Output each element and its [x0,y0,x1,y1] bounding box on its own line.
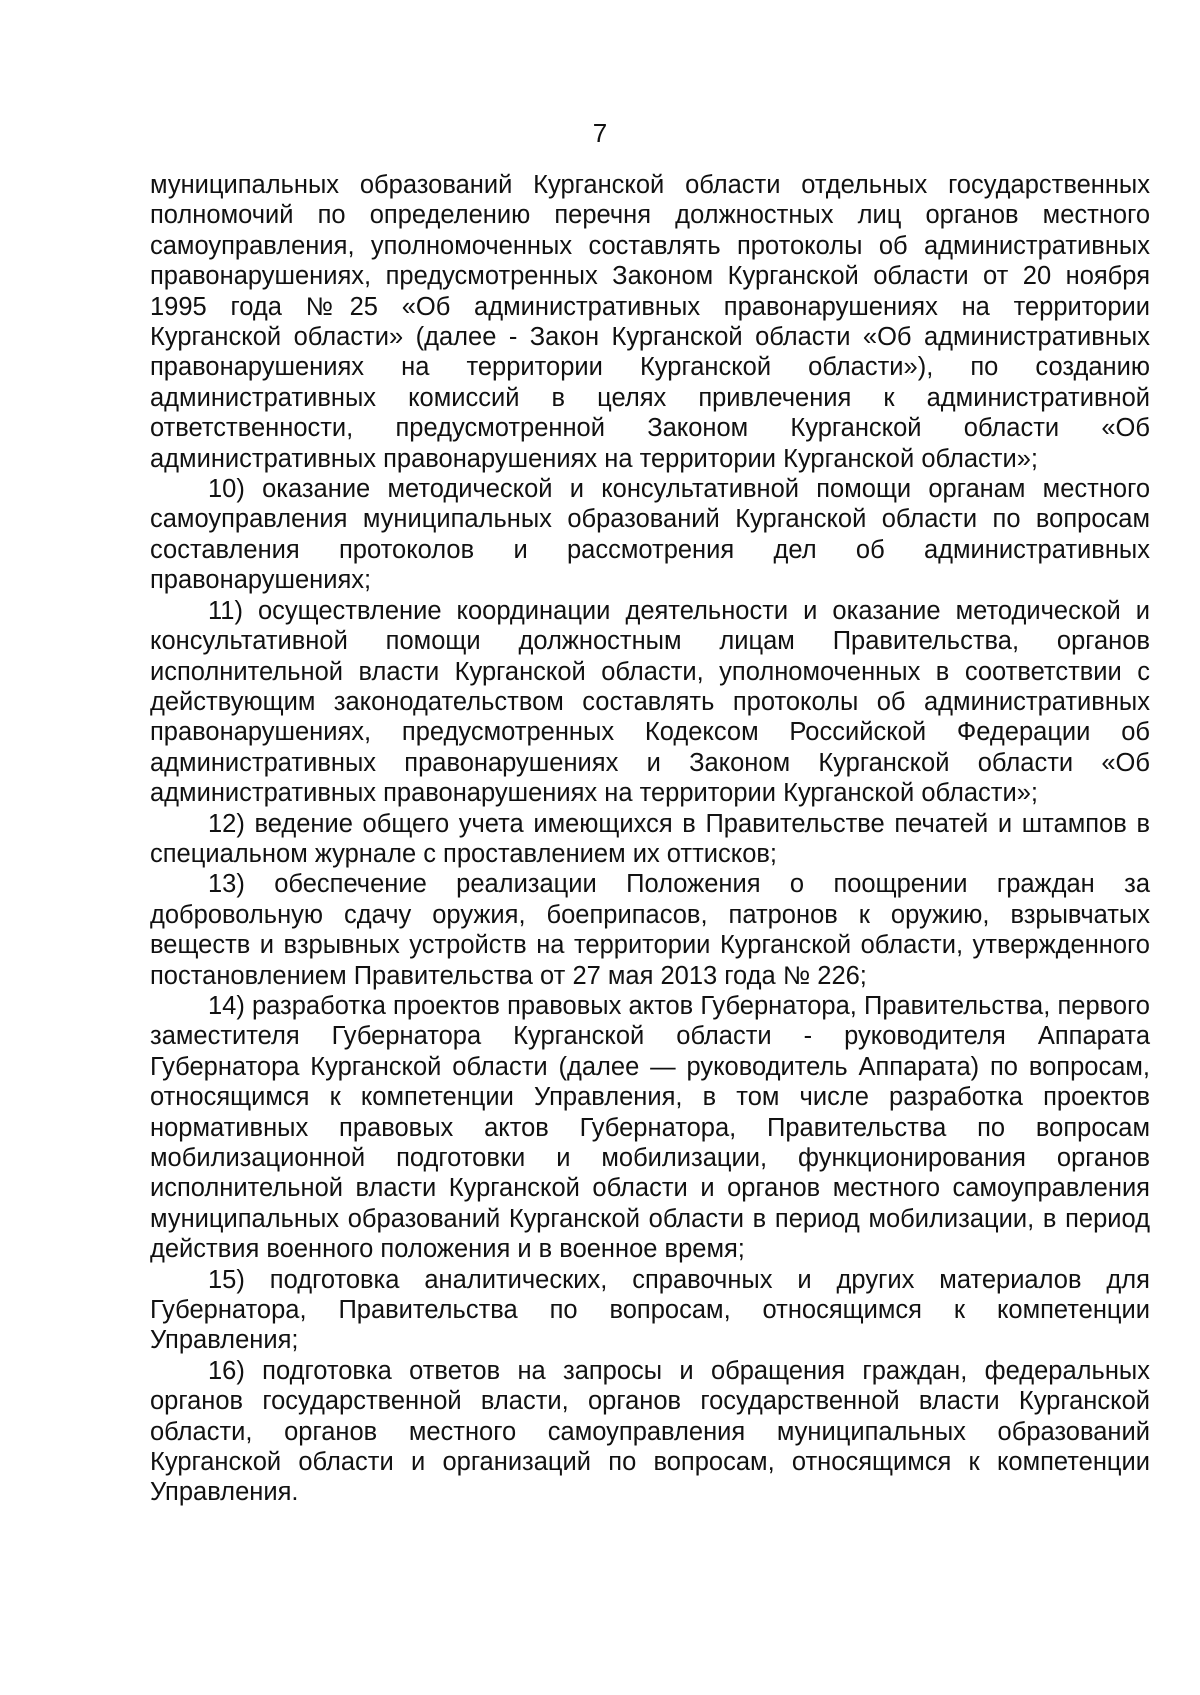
page-number: 7 [592,118,608,148]
paragraph-item-14: 14) разработка проектов правовых актов Губернатора, Правительства, первого заместителя Губернатора Курганской области - руководителя Аппарата Губернатора Курганской области (далее — руководитель Аппарата) по вопросам, относящимся к компетенции Управления, в том числе разработка проектов нормативных правовых актов Губернатора, Правительства по вопросам мобилизационной подготовки и мобилизации, функционирования органов исполнительной власти Курганской области и органов местного самоуправления муниципальных образований Курганской области в период мобилизации, в период действия военного положения и в военное время; [150,991,1150,1264]
paragraph-item-15: 15) подготовка аналитических, справочных и других материалов для Губернатора, Правительства по вопросам, относящимся к компетенции Управления; [150,1265,1150,1355]
paragraph-item-13: 13) обеспечение реализации Положения о поощрении граждан за добровольную сдачу оружия, боеприпасов, патронов к оружию, взрывчатых веществ и взрывных устройств на территории Курганской области, утвержденного постановлением Правительства от 27 мая 2013 года № 226; [150,870,1150,990]
paragraph-item-16: 16) подготовка ответов на запросы и обращения граждан, федеральных органов государственной власти, органов государственной власти Курганской области, органов местного самоуправления муниципальных образований Курганской области и организаций по вопросам, относящимся к компетенции Управления. [150,1356,1150,1507]
document-body [150,170,1150,1508]
paragraph-continuation: муниципальных образований Курганской области отдельных государственных полномочий по определению перечня должностных лиц органов местного самоуправления, уполномоченных составлять протоколы об административных правонарушениях, предусмотренных Законом Курганской области от 20 ноября 1995 года №25 «Об административных правонарушениях на территории Курганской области» (далее - Закон Курганской области «Об административных правонарушениях на территории Курганской области»), по созданию административных комиссий в целях привлечения к административной ответственности, предусмотренной Законом Курганской области «Об административных правонарушениях на территории Курганской области»; [150,171,1150,473]
paragraph-item-10: 10) оказание методической и консультативной помощи органам местного самоуправления муниципальных образований Курганской области по вопросам составления протоколов и рассмотрения дел об административных правонарушениях; [150,475,1150,595]
paragraph-item-12: 12) ведение общего учета имеющихся в Правительстве печатей и штампов в специальном журнале с проставлением их оттисков; [150,809,1150,868]
paragraph-item-11: 11) осуществление координации деятельности и оказание методической и консультативной помощи должностным лицам Правительства, органов исполнительной власти Курганской области, уполномоченных в соответствии с действующим законодательством составлять протоколы об административных правонарушениях, предусмотренных Кодексом Российской Федерации об административных правонарушениях и Законом Курганской области «Об административных правонарушениях на территории Курганской области»; [150,596,1150,808]
